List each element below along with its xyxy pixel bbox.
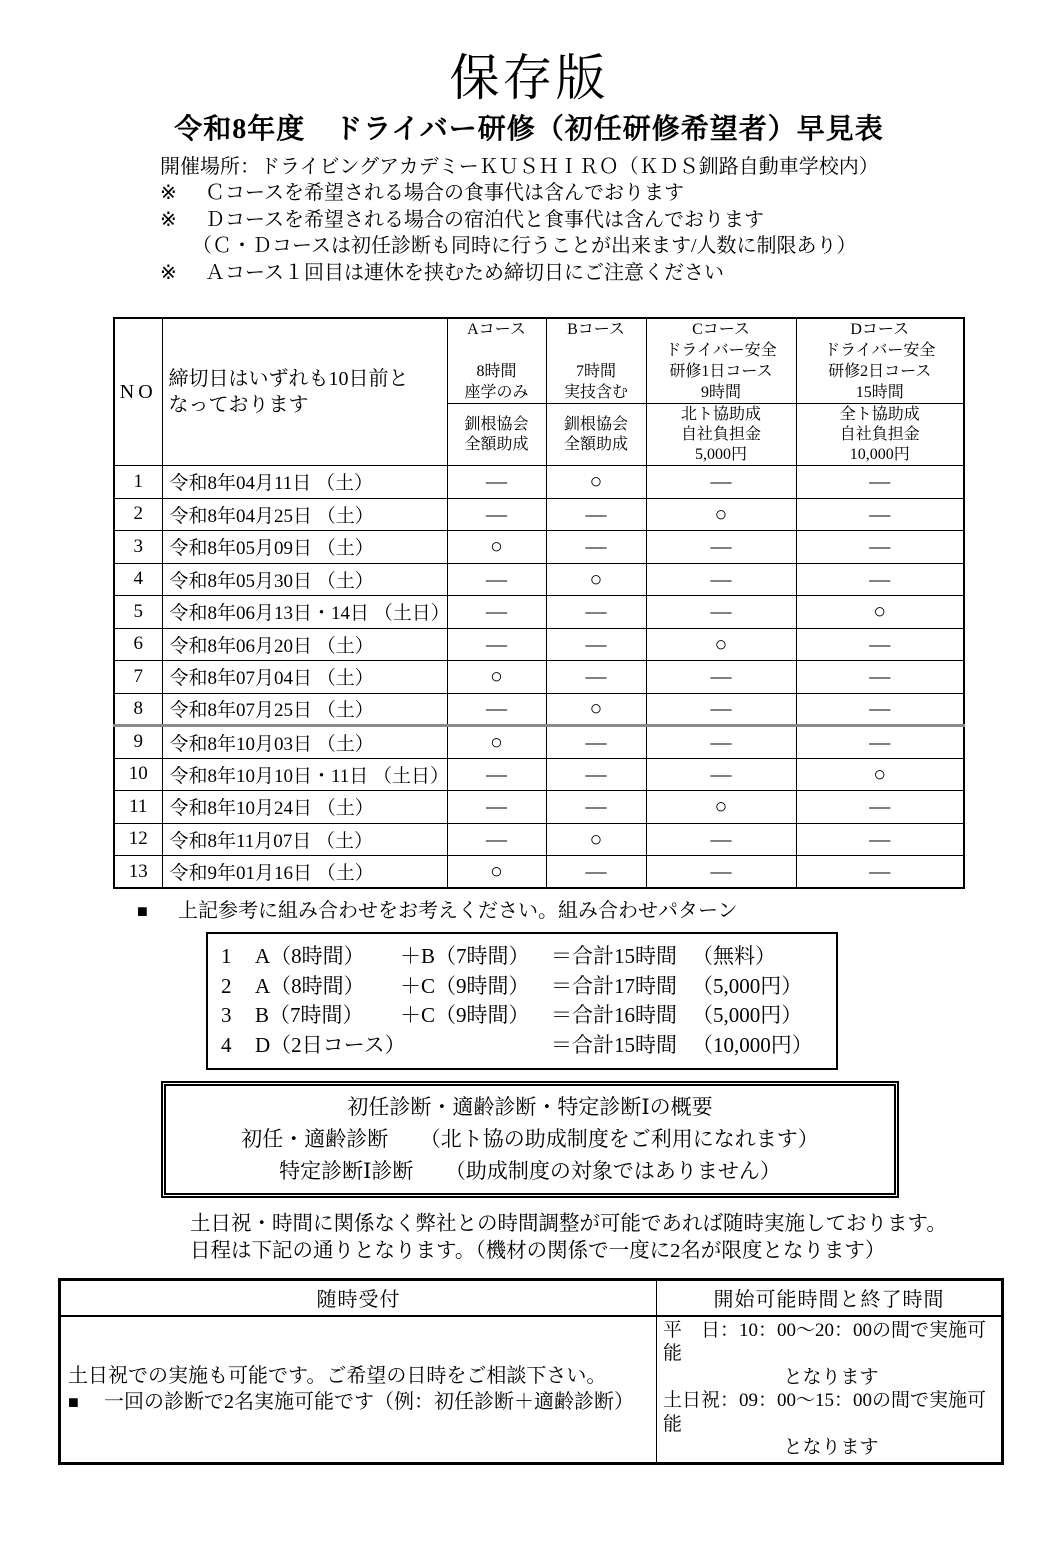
row-date: 令和8年04月25日 （土）: [162, 498, 447, 531]
note-text: Ａコース１回目は連休を挟むため締切日にご注意ください: [205, 261, 724, 284]
weekend-hours: 土日祝：09：00～15：00の間で実施可能: [663, 1390, 987, 1435]
combo-second-course: [400, 1031, 551, 1061]
reception-header-right: 開始可能時間と終了時間: [657, 1280, 1003, 1316]
deadline-line: なっております: [168, 394, 309, 416]
schedule-note: [190, 1211, 1058, 1265]
row-date: 令和8年10月24日 （土）: [162, 791, 447, 824]
mark-cell: ○: [546, 466, 646, 499]
mark-cell: ○: [447, 531, 546, 564]
schedule-table: [113, 317, 965, 889]
row-date: 令和9年01月16日 （土）: [162, 856, 447, 889]
note-line: [160, 261, 1058, 287]
table-header-row: [114, 318, 964, 404]
row-date: 令和8年05月09日 （土）: [162, 531, 447, 564]
note-line: [160, 181, 1058, 207]
row-date: 令和8年11月07日 （土）: [162, 823, 447, 856]
row-number: 3: [114, 531, 162, 564]
course-a-header: [447, 318, 546, 404]
row-date: 令和8年07月25日 （土）: [162, 693, 447, 726]
mark-cell: ○: [447, 856, 546, 889]
course-title-line: [448, 340, 546, 361]
mark-cell: ○: [546, 823, 646, 856]
mark-cell: ―: [447, 596, 546, 629]
course-title-line: 座学のみ: [464, 384, 529, 401]
mark-cell: ―: [646, 726, 796, 759]
combination-row: [221, 942, 836, 972]
row-number: 13: [114, 856, 162, 889]
mark-cell: ―: [447, 563, 546, 596]
page-title: 保存版: [449, 50, 609, 106]
course-title-line: Bコース: [567, 321, 625, 338]
course-c-header: [646, 318, 796, 404]
course-title-line: ドライバー安全: [665, 342, 777, 359]
row-date: 令和8年10月10日・11日 （土日）: [162, 758, 447, 791]
mark-cell: ―: [546, 596, 646, 629]
mark-cell: ―: [796, 498, 964, 531]
mark-cell: ―: [646, 856, 796, 889]
row-number: 4: [114, 563, 162, 596]
combo-second-course: ＋C（9時間）: [400, 973, 530, 998]
combo-total: ＝合計15時間: [551, 944, 677, 968]
combo-first-course: A（8時間）: [255, 973, 365, 998]
table-row: [114, 823, 964, 856]
diagnosis-line: 初任・適齢診断 （北ト協の助成制度をご利用になれます）: [241, 1127, 819, 1151]
mark-cell: ―: [796, 726, 964, 759]
course-title-line: Cコース: [692, 321, 750, 338]
mark-cell: ―: [796, 791, 964, 824]
reference-mark-icon: ※: [160, 261, 177, 284]
reception-left-line: [68, 1389, 650, 1415]
course-title-line: 研修1日コース: [669, 363, 773, 380]
row-number: 1: [114, 466, 162, 499]
mark-cell: ―: [447, 466, 546, 499]
mark-cell: ―: [796, 628, 964, 661]
combination-box: [206, 932, 838, 1070]
table-row: [114, 758, 964, 791]
course-c-subsidy: [646, 404, 796, 466]
mark-cell: ―: [796, 856, 964, 889]
mark-cell: ―: [546, 628, 646, 661]
row-date: 令和8年10月03日 （土）: [162, 726, 447, 759]
row-number: 7: [114, 661, 162, 694]
row-number: 9: [114, 726, 162, 759]
deadline-line: 締切日はいずれも10日前と: [168, 368, 409, 390]
mark-cell: ―: [447, 693, 546, 726]
course-title-line: 9時間: [700, 384, 741, 401]
course-title-line: Dコース: [850, 321, 910, 338]
combo-first-course: A（8時間）: [255, 944, 365, 968]
course-title-line: [547, 340, 646, 361]
mark-cell: ―: [546, 856, 646, 889]
row-number: 2: [114, 498, 162, 531]
mark-cell: ○: [796, 596, 964, 629]
mark-cell: ○: [546, 563, 646, 596]
mark-cell: ―: [646, 466, 796, 499]
row-number: 6: [114, 628, 162, 661]
subsidy-line: 釧根協会: [563, 415, 628, 433]
table-row: [114, 596, 964, 629]
mark-cell: ―: [646, 758, 796, 791]
weekend-hours-cont: となります: [783, 1437, 879, 1458]
mark-cell: ―: [646, 823, 796, 856]
combination-row: [221, 972, 836, 1002]
mark-cell: ○: [646, 628, 796, 661]
subsidy-line: 全ト協助成: [839, 405, 920, 423]
course-title-line: 7時間: [575, 363, 616, 380]
row-date: 令和8年04月11日 （土）: [162, 466, 447, 499]
combination-intro-text: 上記参考に組み合わせをお考えください。組み合わせパターン: [178, 900, 738, 922]
row-number: 10: [114, 758, 162, 791]
row-number: 8: [114, 693, 162, 726]
mark-cell: ―: [796, 563, 964, 596]
table-row: [114, 856, 964, 889]
mark-cell: ―: [796, 661, 964, 694]
combo-price: （5,000円）: [692, 1003, 803, 1027]
mark-cell: ○: [646, 791, 796, 824]
mark-cell: ―: [447, 791, 546, 824]
mark-cell: ―: [646, 531, 796, 564]
mark-cell: ―: [546, 758, 646, 791]
combo-number: 4: [221, 1032, 232, 1057]
course-d-header: [796, 318, 964, 404]
subsidy-line: 自社負担金: [680, 425, 761, 443]
note-line: [160, 234, 1058, 260]
mark-cell: ―: [796, 823, 964, 856]
reception-table: [58, 1278, 1004, 1465]
mark-cell: ―: [646, 693, 796, 726]
schedule-note-line: 土日祝・時間に関係なく弊社との時間調整が可能であれば随時実施しております。: [190, 1213, 947, 1235]
reception-left-text: 土日祝での実施も可能です。ご希望の日時をご相談下さい。: [68, 1365, 607, 1387]
mark-cell: ―: [447, 758, 546, 791]
diagnosis-line: 特定診断Ⅰ診断 （助成制度の対象ではありません）: [279, 1159, 781, 1183]
combo-total: ＝合計15時間: [551, 1032, 677, 1057]
note-text: Ｃコースを希望される場合の食事代は含んでおります: [205, 182, 684, 204]
mark-cell: ―: [546, 726, 646, 759]
mark-cell: ―: [546, 791, 646, 824]
combo-number: 1: [221, 944, 232, 968]
row-number: 5: [114, 596, 162, 629]
mark-cell: ○: [447, 661, 546, 694]
course-d-subsidy: [796, 404, 964, 466]
subsidy-line: 全額助成: [464, 435, 529, 453]
combination-intro: [137, 899, 1058, 923]
reception-right-cell: [657, 1316, 1003, 1464]
subsidy-line: 全額助成: [563, 435, 628, 453]
combo-first-course: B（7時間）: [255, 1003, 364, 1027]
course-title-line: 8時間: [476, 363, 517, 380]
mark-cell: ―: [796, 466, 964, 499]
course-title-line: ドライバー安全: [824, 342, 936, 359]
note-line: [160, 208, 1058, 234]
combo-price: （10,000円）: [692, 1032, 813, 1057]
reference-mark-icon: ※: [160, 208, 177, 231]
combo-total: ＝合計17時間: [551, 973, 677, 998]
deadline-column-header: [162, 318, 447, 466]
table-row: [114, 531, 964, 564]
diagnosis-overview-box: [161, 1081, 899, 1198]
table-row: [114, 563, 964, 596]
subsidy-line: 5,000円: [694, 445, 747, 463]
mark-cell: ○: [546, 693, 646, 726]
mark-cell: ―: [546, 531, 646, 564]
subsidy-line: 北ト協助成: [680, 405, 761, 423]
weekday-hours-cont: となります: [783, 1366, 879, 1388]
row-number: 11: [114, 791, 162, 824]
mark-cell: ―: [796, 693, 964, 726]
note-text: （Ｃ・Ｄコースは初任診断も同時に行うことが出来ます/人数に制限あり）: [192, 235, 857, 257]
square-bullet-icon: ■: [68, 1392, 79, 1412]
note-text: Ｄコースを希望される場合の宿泊代と食事代は含んでおります: [205, 208, 764, 231]
table-row: [114, 661, 964, 694]
subsidy-line: 釧根協会: [464, 415, 529, 433]
mark-cell: ―: [546, 498, 646, 531]
mark-cell: ―: [796, 531, 964, 564]
square-bullet-icon: ■: [137, 901, 148, 921]
combo-second-course: ＋B（7時間）: [400, 944, 530, 968]
mark-cell: ○: [796, 758, 964, 791]
reception-body-row: [60, 1316, 1003, 1464]
combo-price: （無料）: [692, 944, 776, 968]
reception-left-text: 一回の診断で2名実施可能です（例：初任診断＋適齢診断）: [104, 1391, 634, 1413]
reception-left-cell: [60, 1316, 657, 1464]
course-title-line: 15時間: [855, 384, 904, 401]
table-row: [114, 791, 964, 824]
schedule-note-line: 日程は下記の通りとなります。（機材の関係で一度に2名が限度となります）: [190, 1240, 886, 1262]
info-block: [160, 154, 1058, 286]
reception-header-left: 随時受付: [60, 1280, 657, 1316]
mark-cell: ―: [646, 661, 796, 694]
combination-row: [221, 1001, 836, 1031]
mark-cell: ―: [646, 563, 796, 596]
row-date: 令和8年05月30日 （土）: [162, 563, 447, 596]
row-date: 令和8年06月13日・14日 （土日）: [162, 596, 447, 629]
combo-price: （5,000円）: [692, 973, 803, 998]
course-title-line: 実技含む: [563, 384, 628, 401]
course-title-line: Aコース: [467, 321, 526, 338]
combo-number: 2: [221, 973, 232, 998]
mark-cell: ―: [447, 498, 546, 531]
course-b-header: [546, 318, 646, 404]
combo-first-course: D（2日コース）: [255, 1032, 406, 1057]
table-row: [114, 628, 964, 661]
course-title-line: 研修2日コース: [828, 363, 932, 380]
reception-left-line: [68, 1363, 650, 1389]
venue-line: 開催場所：ドライビングアカデミーＫＵＳＨＩＲＯ（ＫＤＳ釧路自動車学校内）: [160, 156, 879, 178]
page-subtitle: 令和8年度 ドライバー研修（初任研修希望者）早見表: [174, 114, 884, 145]
mark-cell: ―: [546, 661, 646, 694]
combo-number: 3: [221, 1003, 232, 1027]
reception-header-row: [60, 1280, 1003, 1316]
combination-row: [221, 1031, 836, 1061]
table-row: [114, 498, 964, 531]
mark-cell: ○: [447, 726, 546, 759]
no-column-header: NO: [114, 318, 162, 466]
mark-cell: ―: [447, 628, 546, 661]
table-row: [114, 726, 964, 759]
table-row: [114, 466, 964, 499]
combo-total: ＝合計16時間: [551, 1003, 677, 1027]
table-row: [114, 693, 964, 726]
subsidy-line: 自社負担金: [839, 425, 920, 443]
course-b-subsidy: [546, 404, 646, 466]
subsidy-line: 10,000円: [849, 445, 910, 463]
row-number: 12: [114, 823, 162, 856]
row-date: 令和8年06月20日 （土）: [162, 628, 447, 661]
mark-cell: ―: [646, 596, 796, 629]
mark-cell: ―: [447, 823, 546, 856]
combo-second-course: ＋C（9時間）: [400, 1003, 530, 1027]
course-a-subsidy: [447, 404, 546, 466]
reference-mark-icon: ※: [160, 182, 177, 204]
diagnosis-line: 初任診断・適齢診断・特定診断Ⅰの概要: [347, 1095, 713, 1119]
mark-cell: ○: [646, 498, 796, 531]
weekday-hours: 平 日：10：00～20：00の間で実施可能: [663, 1319, 987, 1364]
row-date: 令和8年07月04日 （土）: [162, 661, 447, 694]
